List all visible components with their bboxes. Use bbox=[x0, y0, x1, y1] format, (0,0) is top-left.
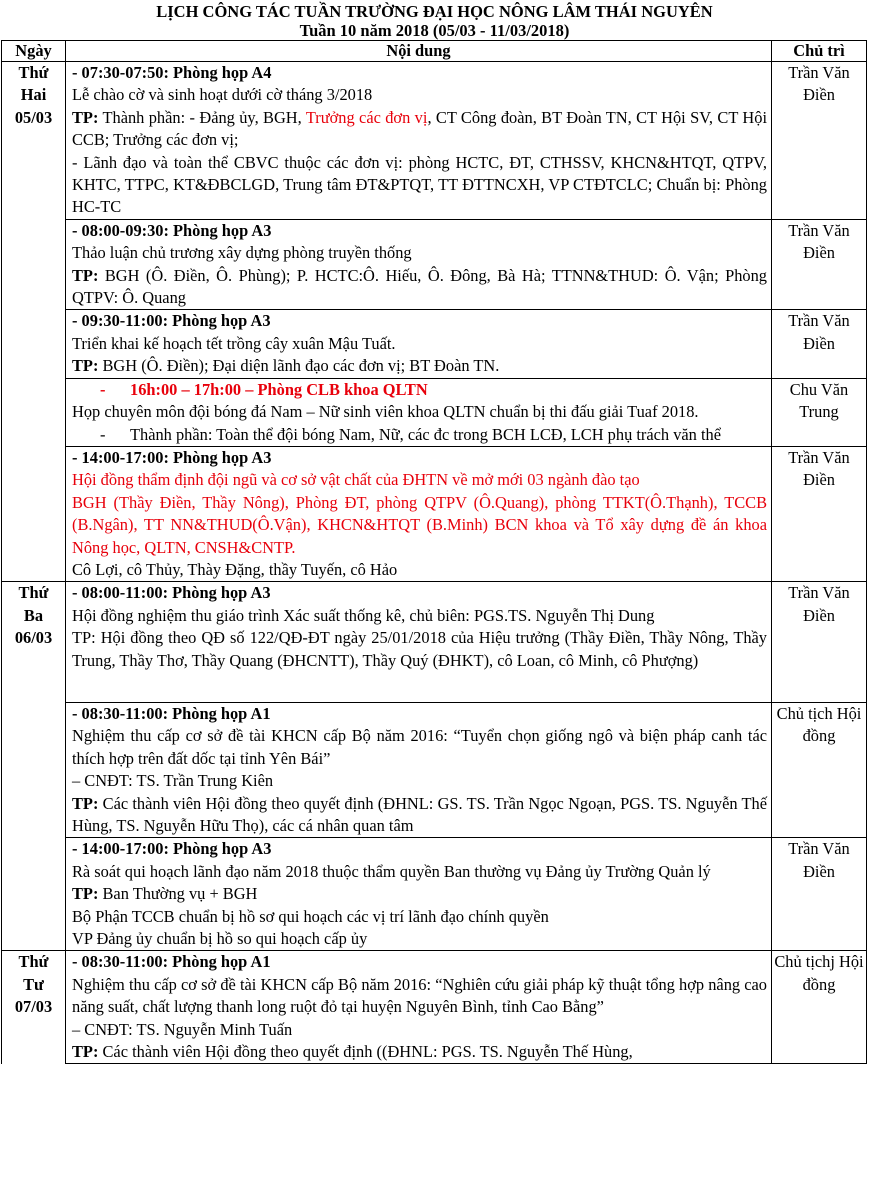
table-row bbox=[2, 702, 867, 837]
entry-time: - 07:30-07:50: Phòng họp A4 bbox=[72, 63, 272, 82]
entry-content bbox=[66, 582, 772, 703]
entry-desc: Lễ chào cờ và sinh hoạt dưới cờ tháng 3/2018 bbox=[72, 85, 373, 105]
entry-time: - 08:00-11:00: Phòng họp A3 bbox=[72, 583, 271, 603]
table-row bbox=[2, 310, 867, 378]
entry-time: - 14:00-17:00: Phòng họp A3 bbox=[72, 839, 272, 859]
day-cell-wednesday: Thứ Tư 07/03 bbox=[2, 951, 66, 1064]
entry-desc: Nghiệm thu cấp cơ sở đề tài KHCN cấp Bộ năm 2016: “Nghiên cứu giải pháp kỹ thuật tổng hợp nâng cao năng suất, chất lượng thanh long ruột đỏ tại huyện Nguyên Bình, tỉnh Cao Bằng” bbox=[72, 974, 767, 1017]
table-header-row bbox=[2, 41, 867, 62]
entry-content bbox=[66, 951, 772, 1064]
entry-lead: – CNĐT: TS. Nguyễn Minh Tuấn bbox=[72, 1019, 293, 1039]
entry-note: Bộ Phận TCCB chuẩn bị hồ sơ qui hoạch các vị trí lãnh đạo chính quyền bbox=[72, 906, 549, 926]
entry-desc: Hội đồng thẩm định đội ngũ và cơ sở vật chất của ĐHTN về mở mới 03 ngành đào tạo bbox=[72, 470, 640, 490]
entry-host: Chủ tịch Hội đồng bbox=[772, 702, 867, 837]
entry-participants: TP: Các thành viên Hội đồng theo quyết định (ĐHNL: GS. TS. Trần Ngọc Ngoạn, PGS. TS. Nguyễn Thế Hùng, TS. Nguyễn Hữu Thọ), các cá nhân quan tâm bbox=[72, 793, 767, 835]
entry-time: - 08:30-11:00: Phòng họp A1 bbox=[72, 952, 271, 972]
entry-time: - 16h:00 – 17h:00 – Phòng CLB khoa QLTN bbox=[100, 379, 428, 399]
day-cell-tuesday: Thứ Ba 06/03 bbox=[2, 582, 66, 951]
entry-participants: TP: Hội đồng theo QĐ số 122/QĐ-ĐT ngày 25/01/2018 của Hiệu trưởng (Thầy Điền, Thầy Nông, Thầy Trung, Thầy Thơ, Thầy Quang (ĐHCNTT), Thầy Quý (ĐHKT), cô Loan, cô Minh, cô Phượng) bbox=[72, 628, 767, 670]
entry-host: Chủ tịchj Hội đồng bbox=[772, 951, 867, 1064]
entry-host: Trần Văn Điền bbox=[772, 446, 867, 581]
entry-time: - 09:30-11:00: Phòng họp A3 bbox=[72, 311, 271, 331]
schedule-table bbox=[1, 40, 867, 1064]
column-header-content: Nội dung bbox=[66, 41, 772, 62]
entry-time: - 08:00-09:30: Phòng họp A3 bbox=[72, 220, 272, 240]
document-title: LỊCH CÔNG TÁC TUẦN TRƯỜNG ĐẠI HỌC NÔNG LÂM THÁI NGUYÊN bbox=[156, 2, 713, 21]
entry-time: - 08:30-11:00: Phòng họp A1 bbox=[72, 703, 271, 723]
entry-content bbox=[66, 62, 772, 220]
entry-lead: – CNĐT: TS. Trần Trung Kiên bbox=[72, 771, 274, 791]
document-subtitle: Tuần 10 năm 2018 (05/03 - 11/03/2018) bbox=[299, 21, 570, 40]
entry-participants: TP: Thành phần: - Đảng ủy, BGH, Trưởng các đơn vị, CT Công đoàn, BT Đoàn TN, CT Hội SV, CT Hội CCB; Trưởng các đơn vị; bbox=[72, 107, 768, 150]
table-row bbox=[2, 951, 867, 1064]
entry-host: Trần Văn Điền bbox=[772, 310, 867, 378]
entry-time: - 14:00-17:00: Phòng họp A3 bbox=[72, 447, 272, 467]
entry-desc: Hội đồng nghiệm thu giáo trình Xác suất thống kê, chủ biên: PGS.TS. Nguyễn Thị Dung bbox=[72, 605, 655, 625]
entry-note: VP Đảng ủy chuẩn bị hồ so qui hoạch cấp ủy bbox=[72, 929, 368, 949]
entry-desc: Thảo luận chủ trương xây dựng phòng truyền thống bbox=[72, 243, 412, 263]
table-row bbox=[2, 219, 867, 310]
day-cell-monday: Thứ Hai 05/03 bbox=[2, 62, 66, 582]
entry-participants-extra: - Lãnh đạo và toàn thể CBVC thuộc các đơn vị: phòng HCTC, ĐT, CTHSSV, KHCN&HTQT, QTPV, KHTC, TTPC, KT&ĐBCLGD, Trung tâm ĐT&PTQT, TT ĐTTNCXH, VP CTĐTCLC; Chuẩn bị: Phòng HC-TC bbox=[72, 152, 767, 217]
entry-content bbox=[66, 702, 772, 837]
table-row bbox=[2, 582, 867, 703]
entry-desc: Triển khai kế hoạch tết trồng cây xuân Mậu Tuất. bbox=[72, 333, 396, 353]
entry-participants-extra: Cô Lợi, cô Thủy, Thày Đặng, thầy Tuyến, cô Hảo bbox=[72, 559, 398, 579]
entry-host: Trần Văn Điền bbox=[772, 62, 867, 220]
column-header-day: Ngày bbox=[2, 41, 66, 62]
entry-content bbox=[66, 310, 772, 378]
entry-desc: Họp chuyên môn đội bóng đá Nam – Nữ sinh viên khoa QLTN chuẩn bị thi đấu giải Tuaf 2018. bbox=[72, 402, 699, 422]
entry-participants: TP: Ban Thường vụ + BGH bbox=[72, 884, 258, 904]
entry-participants: TP: Các thành viên Hội đồng theo quyết định ((ĐHNL: PGS. TS. Nguyễn Thế Hùng, bbox=[72, 1042, 633, 1062]
entry-host: Trần Văn Điền bbox=[772, 838, 867, 951]
entry-content bbox=[66, 838, 772, 951]
entry-host: Chu Văn Trung bbox=[772, 378, 867, 446]
table-row bbox=[2, 838, 867, 951]
entry-content bbox=[66, 446, 772, 581]
table-row bbox=[2, 446, 867, 581]
entry-participants: BGH (Thầy Điền, Thầy Nông), Phòng ĐT, phòng QTPV (Ô.Quang), phòng TTKT(Ô.Thạnh), TCCB (B.Ngân), TT NN&THUD(Ô.Vận), KHCN&HTQT (B.Minh) BCN khoa và Tổ xây dựng đề án khoa Nông học, QLTN, CNSH&CNTP. bbox=[72, 492, 767, 557]
entry-desc: Rà soát qui hoạch lãnh đạo năm 2018 thuộc thẩm quyền Ban thường vụ Đảng ủy Trường Quản lý bbox=[72, 861, 711, 881]
entry-content bbox=[66, 378, 772, 446]
entry-host: Trần Văn Điền bbox=[772, 219, 867, 310]
table-row bbox=[2, 378, 867, 446]
entry-participants: TP: BGH (Ô. Điền, Ô. Phùng); P. HCTC:Ô. Hiếu, Ô. Đông, Bà Hà; TTNN&THUD: Ô. Vận; Phòng QTPV: Ô. Quang bbox=[72, 265, 767, 308]
entry-content bbox=[66, 219, 772, 310]
column-header-host: Chủ trì bbox=[772, 41, 867, 62]
entry-desc: Nghiệm thu cấp cơ sở đề tài KHCN cấp Bộ năm 2016: “Tuyển chọn giống ngô và biện pháp canh tác thích hợp trên đất dốc tại tỉnh Yên Bái” bbox=[72, 726, 767, 768]
entry-host: Trần Văn Điền bbox=[772, 582, 867, 703]
table-row bbox=[2, 62, 867, 220]
entry-participants: - Thành phần: Toàn thể đội bóng Nam, Nữ, các đc trong BCH LCĐ, LCH phụ trách văn thể bbox=[100, 424, 721, 444]
entry-participants: TP: BGH (Ô. Điền); Đại diện lãnh đạo các đơn vị; BT Đoàn TN. bbox=[72, 356, 500, 376]
